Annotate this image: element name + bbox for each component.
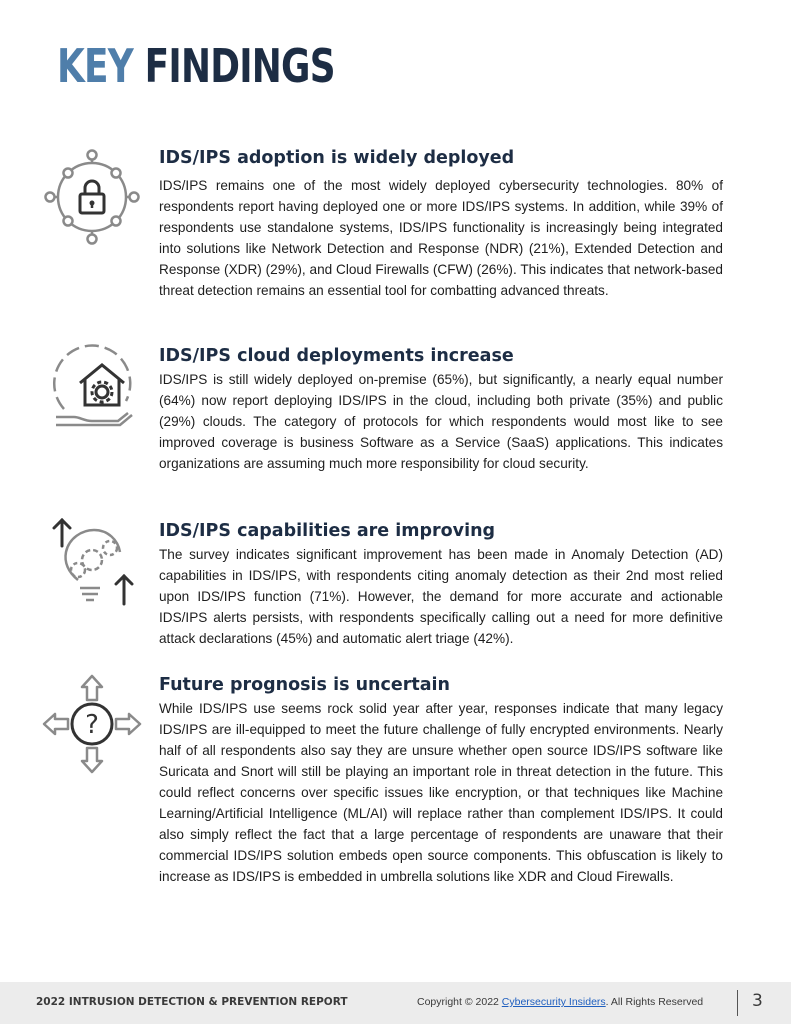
copyright-suffix: . All Rights Reserved <box>605 996 704 1008</box>
footer-report-title: 2022 INTRUSION DETECTION & PREVENTION REPORT <box>36 996 348 1008</box>
finding-heading: IDS/IPS cloud deployments increase <box>159 346 514 366</box>
page-title <box>57 36 335 96</box>
cybersecurity-insiders-link[interactable]: Cybersecurity Insiders <box>501 996 606 1008</box>
footer-copyright <box>417 996 703 1008</box>
finding-heading: IDS/IPS adoption is widely deployed <box>159 148 515 168</box>
title-word-findings: FINDINGS <box>144 39 335 93</box>
finding-heading: IDS/IPS capabilities are improving <box>159 521 496 541</box>
finding-body <box>159 345 723 474</box>
network-lock-icon <box>42 147 142 247</box>
finding-body <box>159 520 723 649</box>
cloud-home-gear-hand-icon <box>42 335 142 435</box>
finding-heading: Future prognosis is uncertain <box>159 675 450 695</box>
finding-text: IDS/IPS remains one of the most widely deployed cybersecurity technologies. 80% of respondents report having deployed one or more IDS/IPS systems. In addition, while 39% of respondents use standalone systems, IDS/IPS functionality is increasingly being integrated into solutions like Network Detection and Response (NDR) (21%), Extended Detection and Response (XDR) (29%), and Cloud Firewalls (CFW) (26%). This indicates that network-based threat detection remains an essential tool for combatting advanced threats. <box>159 178 723 298</box>
finding-body <box>159 147 723 301</box>
title-word-key: KEY <box>57 39 133 93</box>
svg-text:?: ? <box>85 710 99 740</box>
lightbulb-gears-arrows-icon <box>42 514 142 614</box>
copyright-prefix: Copyright © 2022 <box>417 996 502 1008</box>
question-arrows-icon <box>42 674 142 774</box>
finding-text: While IDS/IPS use seems rock solid year after year, responses indicate that many legacy IDS/IPS are ill-equipped to meet the future challenge of fully encrypted environments. Nearly half of all respondents also say they are unsure whether open source IDS/IPS software like Suricata and Snort will still be playing an important role in threat detection in the future. This could reflect concerns over specific issues like encryption, or that techniques like Machine Learning/Artificial Intelligence (ML/AI) will replace rather than complement IDS/IPS. It could also simply reflect the fact that a large percentage of respondents are unaware that their commercial IDS/IPS solution embeds open source components. This obfuscation is likely to increase as IDS/IPS is embedded in umbrella solutions like XDR and Cloud Firewalls. <box>159 701 723 884</box>
finding-text: The survey indicates significant improvement has been made in Anomaly Detection (AD) capabilities in IDS/IPS, with respondents citing anomaly detection as their 2nd most relied upon IDS/IPS function (71%). However, the demand for more accurate and actionable IDS/IPS alerts persists, with respondents specifically calling out a need for more definitive attack declarations (45%) and automatic alert triage (42%). <box>159 547 723 646</box>
finding-body <box>159 674 723 887</box>
page-footer <box>0 982 791 1024</box>
finding-text: IDS/IPS is still widely deployed on-premise (65%), but significantly, a nearly equal number (64%) now report deploying IDS/IPS in the cloud, including both private (35%) and public (29%) clouds. The category of protocols for which respondents would most like to see improved coverage is business Software as a Service (SaaS) applications. This indicates organizations are assuming much more responsibility for cloud security. <box>159 372 723 471</box>
page-number: 3 <box>752 991 763 1011</box>
footer-divider <box>737 990 738 1016</box>
